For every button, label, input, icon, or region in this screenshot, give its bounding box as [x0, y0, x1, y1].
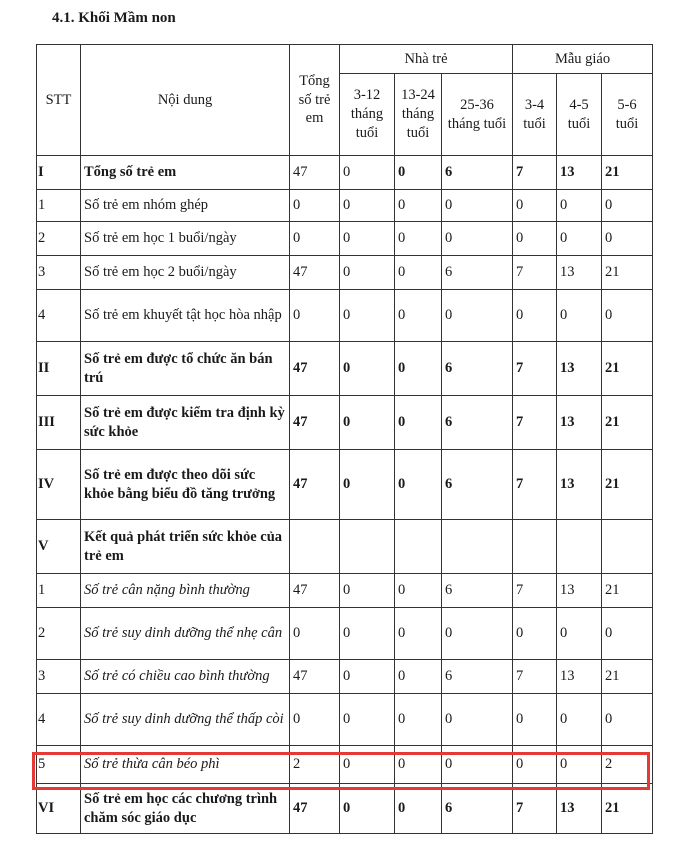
row-value: 47 — [290, 396, 340, 450]
table-row — [37, 784, 653, 834]
row-value: 0 — [395, 290, 442, 342]
row-value — [290, 520, 340, 574]
row-value: 0 — [513, 694, 557, 746]
row-value: 21 — [602, 396, 653, 450]
row-stt: 3 — [37, 660, 81, 694]
row-value: 6 — [442, 396, 513, 450]
row-value: 13 — [557, 784, 602, 834]
row-value: 13 — [557, 574, 602, 608]
row-stt: V — [37, 520, 81, 574]
header-age-col: 3-4 tuổi — [513, 74, 557, 156]
row-value: 0 — [395, 396, 442, 450]
row-value: 13 — [557, 342, 602, 396]
row-value: 47 — [290, 450, 340, 520]
row-stt: 3 — [37, 256, 81, 290]
table-row — [37, 342, 653, 396]
row-content: Số trẻ cân nặng bình thường — [81, 574, 290, 608]
row-value: 2 — [602, 746, 653, 784]
row-value: 0 — [395, 608, 442, 660]
row-value: 0 — [340, 342, 395, 396]
header-stt: STT — [37, 45, 81, 156]
row-value: 0 — [340, 396, 395, 450]
row-value: 0 — [442, 608, 513, 660]
row-value: 0 — [395, 342, 442, 396]
row-stt: 2 — [37, 222, 81, 256]
row-value — [602, 520, 653, 574]
row-value — [340, 520, 395, 574]
row-content: Số trẻ em học các chương trình chăm sóc giáo dục — [81, 784, 290, 834]
row-value: 0 — [513, 190, 557, 222]
row-value: 13 — [557, 156, 602, 190]
row-stt: 2 — [37, 608, 81, 660]
row-value: 13 — [557, 396, 602, 450]
row-content: Số trẻ em được kiểm tra định kỳ sức khỏe — [81, 396, 290, 450]
row-value: 0 — [340, 660, 395, 694]
row-value: 6 — [442, 342, 513, 396]
row-value: 0 — [340, 608, 395, 660]
row-value: 0 — [340, 256, 395, 290]
row-value: 0 — [442, 746, 513, 784]
row-value: 0 — [557, 290, 602, 342]
row-value: 0 — [290, 290, 340, 342]
row-value: 0 — [513, 608, 557, 660]
row-value: 7 — [513, 660, 557, 694]
row-value: 21 — [602, 660, 653, 694]
row-value: 0 — [442, 290, 513, 342]
row-value: 0 — [557, 746, 602, 784]
row-value: 0 — [602, 290, 653, 342]
row-value: 7 — [513, 256, 557, 290]
row-stt: 1 — [37, 190, 81, 222]
row-stt: 5 — [37, 746, 81, 784]
row-value: 7 — [513, 784, 557, 834]
header-mau-giao: Mẫu giáo — [513, 45, 653, 74]
row-value: 0 — [340, 574, 395, 608]
row-value: 0 — [602, 694, 653, 746]
table-row — [37, 222, 653, 256]
table-row — [37, 660, 653, 694]
row-content: Số trẻ em được theo dõi sức khỏe bằng biểu đồ tăng trưởng — [81, 450, 290, 520]
row-value: 0 — [442, 190, 513, 222]
row-value: 0 — [513, 290, 557, 342]
row-value — [442, 520, 513, 574]
row-value: 0 — [557, 222, 602, 256]
header-nha-tre: Nhà trẻ — [340, 45, 513, 74]
row-value — [513, 520, 557, 574]
header-age-col: 25-36 tháng tuổi — [442, 74, 513, 156]
row-value: 0 — [442, 694, 513, 746]
row-content: Số trẻ em học 2 buổi/ngày — [81, 256, 290, 290]
row-value: 21 — [602, 256, 653, 290]
table-row — [37, 396, 653, 450]
section-title: 4.1. Khối Mầm non — [52, 10, 176, 26]
row-content: Số trẻ thừa cân béo phì — [81, 746, 290, 784]
row-stt: I — [37, 156, 81, 190]
row-stt: 4 — [37, 290, 81, 342]
table-row — [37, 156, 653, 190]
header-age-col: 3-12 tháng tuổi — [340, 74, 395, 156]
row-value: 0 — [340, 222, 395, 256]
table-row — [37, 746, 653, 784]
row-content: Số trẻ em khuyết tật học hòa nhập — [81, 290, 290, 342]
row-value: 0 — [395, 190, 442, 222]
row-value: 47 — [290, 660, 340, 694]
row-content: Số trẻ suy dinh dưỡng thể nhẹ cân — [81, 608, 290, 660]
row-value: 0 — [513, 222, 557, 256]
row-value: 0 — [602, 222, 653, 256]
row-value: 0 — [340, 190, 395, 222]
row-value: 0 — [395, 256, 442, 290]
row-value: 0 — [557, 608, 602, 660]
row-content: Số trẻ em được tổ chức ăn bán trú — [81, 342, 290, 396]
row-value: 21 — [602, 342, 653, 396]
row-value: 0 — [395, 746, 442, 784]
row-stt: 1 — [37, 574, 81, 608]
row-value: 0 — [395, 694, 442, 746]
row-stt: VI — [37, 784, 81, 834]
row-stt: IV — [37, 450, 81, 520]
table-row — [37, 608, 653, 660]
row-value: 0 — [395, 574, 442, 608]
row-value: 6 — [442, 660, 513, 694]
row-value: 0 — [513, 746, 557, 784]
preschool-table — [36, 44, 653, 834]
row-value: 47 — [290, 784, 340, 834]
row-value: 7 — [513, 342, 557, 396]
row-value: 0 — [557, 190, 602, 222]
row-value: 0 — [340, 746, 395, 784]
row-stt: 4 — [37, 694, 81, 746]
row-value: 21 — [602, 450, 653, 520]
row-value: 0 — [290, 608, 340, 660]
row-value: 0 — [395, 222, 442, 256]
row-value: 13 — [557, 256, 602, 290]
row-value: 13 — [557, 660, 602, 694]
row-value: 47 — [290, 156, 340, 190]
row-value: 21 — [602, 784, 653, 834]
row-content: Số trẻ em học 1 buổi/ngày — [81, 222, 290, 256]
row-stt: III — [37, 396, 81, 450]
row-value: 0 — [557, 694, 602, 746]
row-value: 6 — [442, 156, 513, 190]
row-value: 21 — [602, 156, 653, 190]
row-value: 6 — [442, 574, 513, 608]
row-value: 0 — [290, 190, 340, 222]
row-value: 0 — [602, 608, 653, 660]
row-value: 0 — [340, 694, 395, 746]
row-value: 0 — [395, 450, 442, 520]
row-value: 0 — [602, 190, 653, 222]
row-value: 47 — [290, 342, 340, 396]
row-content: Kết quả phát triển sức khỏe của trẻ em — [81, 520, 290, 574]
row-value: 0 — [290, 222, 340, 256]
row-value: 0 — [442, 222, 513, 256]
row-stt: II — [37, 342, 81, 396]
row-value: 6 — [442, 450, 513, 520]
row-content: Số trẻ suy dinh dưỡng thể thấp còi — [81, 694, 290, 746]
row-value: 13 — [557, 450, 602, 520]
table-row — [37, 520, 653, 574]
row-content: Số trẻ em nhóm ghép — [81, 190, 290, 222]
row-content: Tổng số trẻ em — [81, 156, 290, 190]
row-value: 2 — [290, 746, 340, 784]
row-value: 0 — [340, 290, 395, 342]
row-value: 47 — [290, 256, 340, 290]
row-content: Số trẻ có chiều cao bình thường — [81, 660, 290, 694]
row-value: 0 — [340, 784, 395, 834]
header-age-col: 5-6 tuổi — [602, 74, 653, 156]
row-value: 7 — [513, 396, 557, 450]
row-value: 0 — [290, 694, 340, 746]
row-value — [557, 520, 602, 574]
table-row — [37, 574, 653, 608]
row-value: 0 — [340, 156, 395, 190]
row-value: 21 — [602, 574, 653, 608]
row-value: 0 — [395, 156, 442, 190]
header-age-col: 4-5 tuổi — [557, 74, 602, 156]
row-value: 7 — [513, 156, 557, 190]
table-row — [37, 694, 653, 746]
row-value: 0 — [395, 784, 442, 834]
row-value: 47 — [290, 574, 340, 608]
row-value: 7 — [513, 574, 557, 608]
table-row — [37, 450, 653, 520]
row-value — [395, 520, 442, 574]
row-value: 7 — [513, 450, 557, 520]
row-value: 6 — [442, 256, 513, 290]
header-age-col: 13-24 tháng tuổi — [395, 74, 442, 156]
header-total: Tổng số trẻ em — [290, 45, 340, 156]
header-content: Nội dung — [81, 45, 290, 156]
row-value: 6 — [442, 784, 513, 834]
row-value: 0 — [340, 450, 395, 520]
row-value: 0 — [395, 660, 442, 694]
table-row — [37, 290, 653, 342]
table-row — [37, 256, 653, 290]
table-row — [37, 190, 653, 222]
